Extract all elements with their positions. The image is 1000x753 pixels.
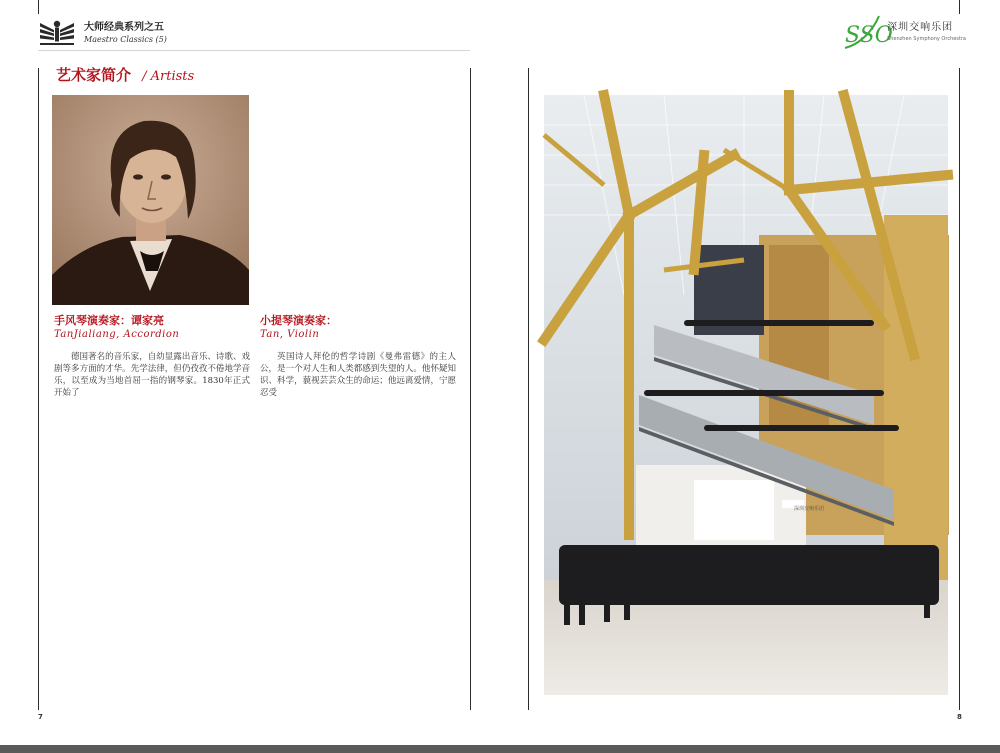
bottom-bar: [0, 745, 1000, 753]
page-number-right: 8: [957, 713, 962, 721]
photo-sign-text: 深圳交响乐团: [794, 506, 825, 512]
orchestra-name-en: Shenzhen Symphony Orchestra: [887, 36, 966, 42]
left-page-top-rule: [38, 0, 39, 14]
series-title: 大师经典系列之五: [84, 21, 164, 33]
composer-portrait: [52, 95, 249, 305]
series-subtitle: Maestro Classics (5): [84, 34, 167, 44]
artist-violin: [260, 314, 456, 399]
left-header-divider: [38, 50, 470, 51]
page-number-left: 7: [38, 713, 43, 721]
left-margin-rule: [38, 68, 39, 710]
left-page-inner-rule: [470, 68, 471, 710]
orchestra-name-cn: 深圳交响乐团: [887, 22, 954, 33]
orchestra-header: [839, 12, 966, 52]
series-header: [38, 18, 167, 48]
right-page-inner-rule: [528, 68, 529, 710]
sso-monogram: SSO: [845, 23, 893, 48]
artist-bio: 英国诗人拜伦的哲学诗剧《曼弗雷德》的主人公，是一个对人生和人类都感到失望的人。他怀疑知识、科学，藐视芸芸众生的命运；他远离爱情，宁愿忍受: [260, 352, 456, 398]
artist-role-cn: 小提琴演奏家：: [260, 314, 337, 327]
artist-accordion: [54, 314, 250, 399]
artist-bio: 德国著名的音乐家，自幼显露出音乐、诗歌、戏剧等多方面的才华。先学法律，但仍孜孜不倦地学音乐，以至成为当地首屈一指的钢琴家。1830年正式开始了: [54, 352, 250, 398]
right-margin-rule: [959, 68, 960, 710]
section-title: [56, 64, 194, 85]
artist-name-en: Tan, Violin: [260, 329, 320, 340]
section-title-en: / Artists: [142, 69, 195, 84]
artist-role-cn: 手风琴演奏家：谭家亮: [54, 314, 164, 327]
orchestra-hall-photo: [544, 95, 948, 695]
sso-logo-icon: [839, 12, 893, 52]
section-title-cn: 艺术家简介: [56, 66, 132, 84]
conductor-logo-icon: [38, 18, 76, 48]
artist-name-en: TanJialiang, Accordion: [54, 329, 180, 340]
